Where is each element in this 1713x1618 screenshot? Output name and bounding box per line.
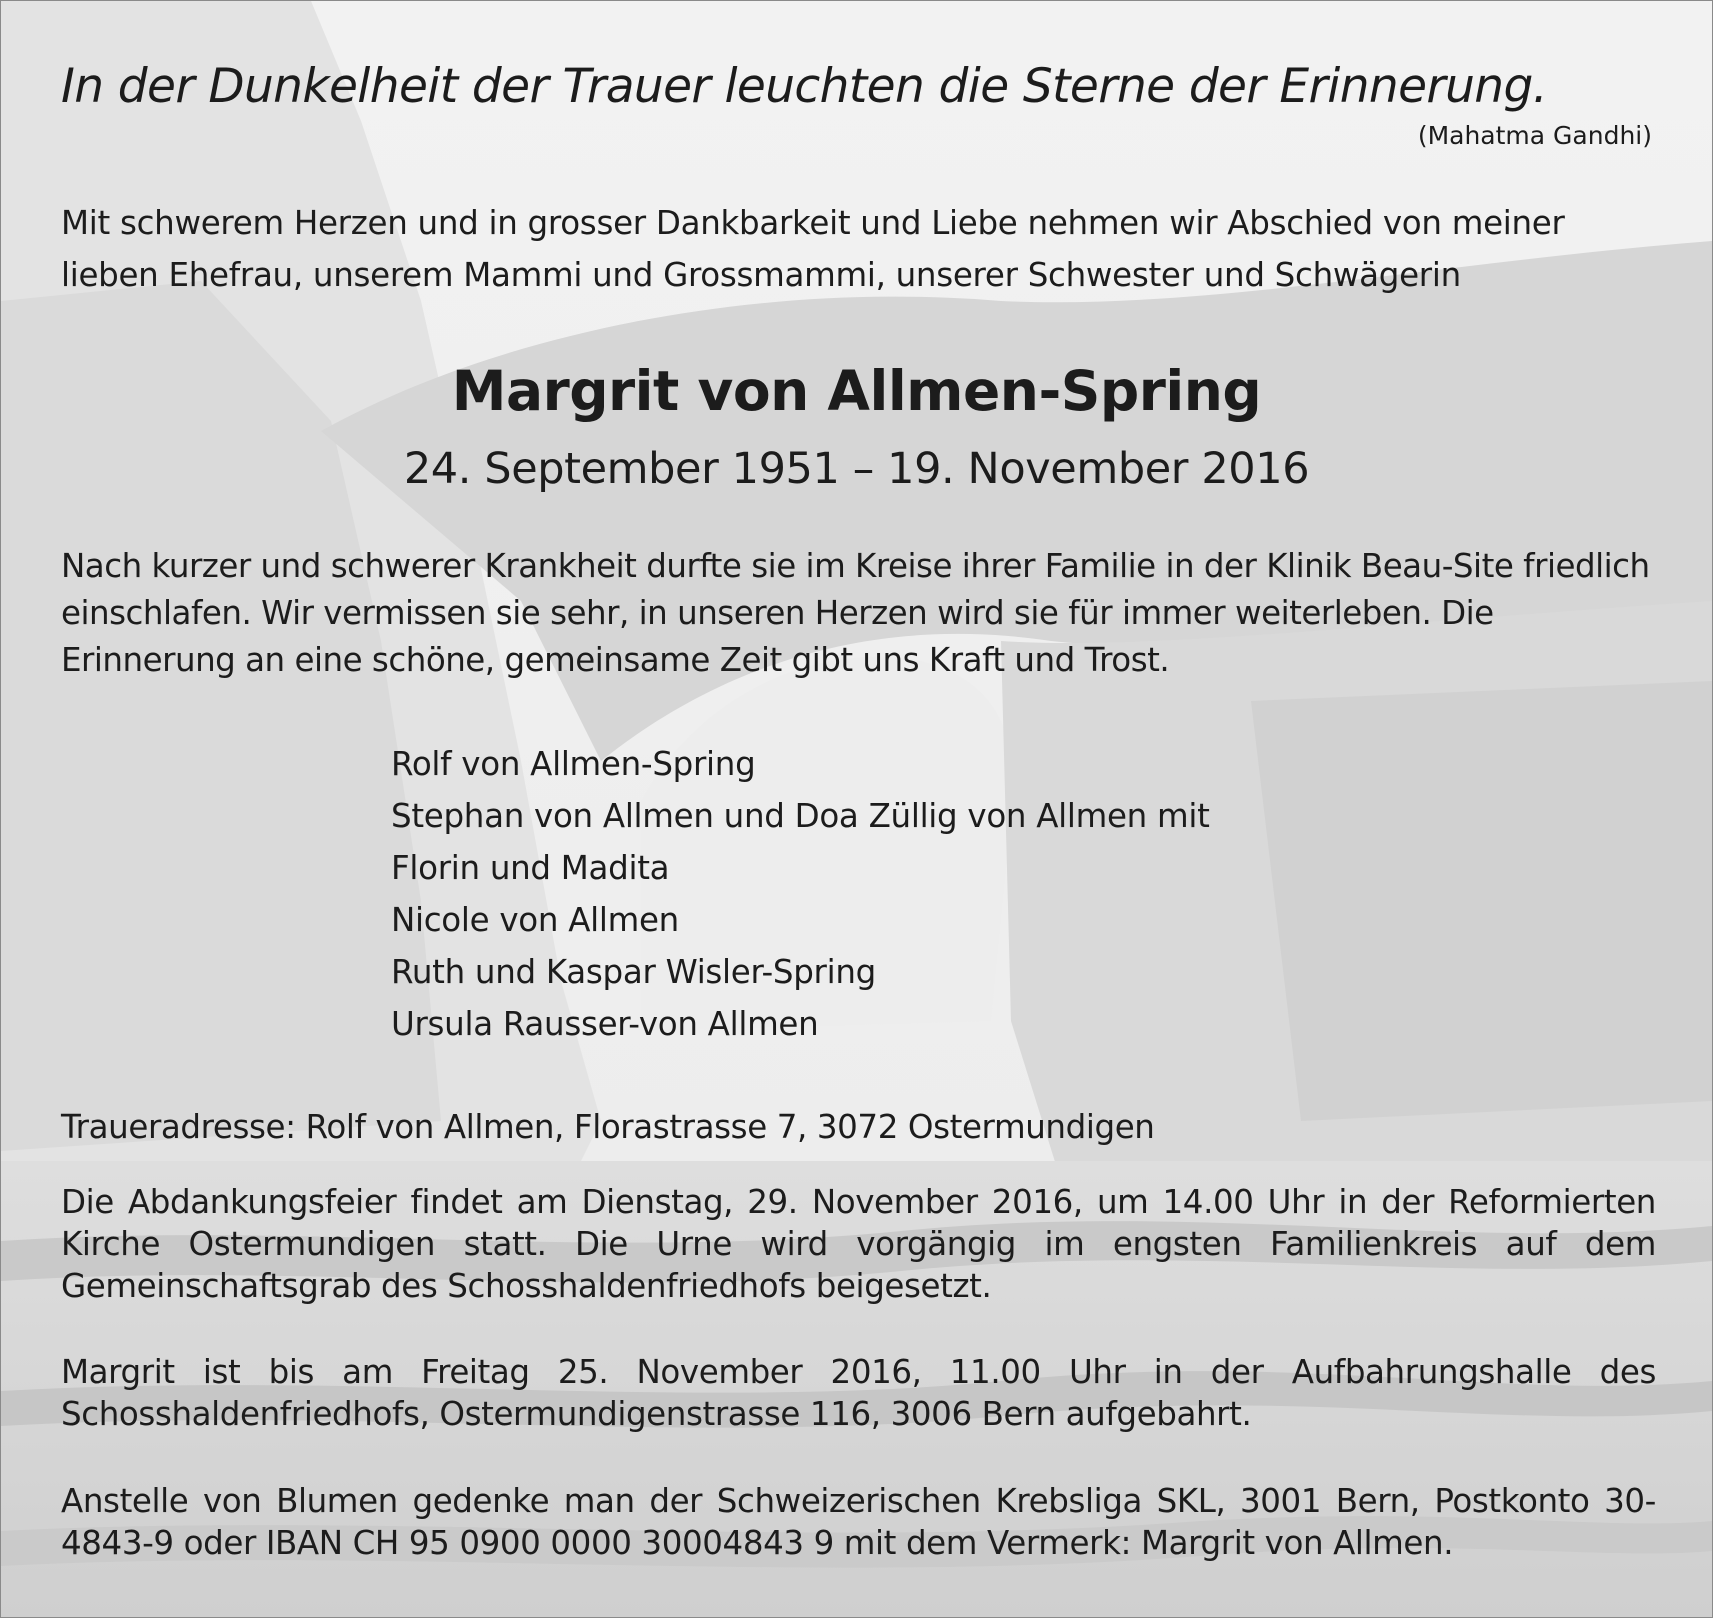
farewell-message: Nach kurzer und schwerer Krankheit durfte sie im Kreise ihrer Familie in der Klinik Beau-Site friedlich einschlafen. Wir vermissen sie sehr, in unseren Herzen wird sie für immer weiterleben. Die Erinnerung an eine schöne, gemeinsame Zeit gibt uns Kraft und Trost.: [61, 547, 1650, 679]
intro-paragraph: Mit schwerem Herzen und in grosser Dankbarkeit und Liebe nehmen wir Abschied von meiner lieben Ehefrau, unserem Mammi und Grossmammi, unserer Schwester und Schwägerin: [61, 204, 1565, 294]
obituary-content: [1, 1, 1712, 1617]
mourner-item: Rolf von Allmen-Spring: [391, 745, 756, 783]
mourner-item: Stephan von Allmen und Doa Züllig von Allmen mit: [391, 797, 1210, 835]
mourner-item: Nicole von Allmen: [391, 901, 679, 939]
deceased-name: Margrit von Allmen-Spring: [451, 359, 1262, 423]
mourners-list: [391, 738, 1210, 1050]
mourner-item: Florin und Madita: [391, 849, 670, 887]
ceremony-notice: Die Abdankungsfeier findet am Dienstag, 29. November 2016, um 14.00 Uhr in der Reformierten Kirche Ostermundigen statt. Die Urne wird vorgängig im engsten Familienkreis auf dem Gemeinschaftsgrab des Schosshaldenfriedhofs beigesetzt.: [61, 1183, 1656, 1305]
mourner-item: Ruth und Kaspar Wisler-Spring: [391, 953, 876, 991]
life-dates: 24. September 1951 – 19. November 2016: [403, 444, 1310, 494]
donation-notice: Anstelle von Blumen gedenke man der Schweizerischen Krebsliga SKL, 3001 Bern, Postkonto 30-4843-9 oder IBAN CH 95 0900 0000 30004843 9 mit dem Vermerk: Margrit von Allmen.: [61, 1482, 1656, 1562]
viewing-notice: Margrit ist bis am Freitag 25. November 2016, 11.00 Uhr in der Aufbahrungshalle des Schosshaldenfriedhofs, Ostermundigenstrasse 116, 3006 Bern aufgebahrt.: [61, 1353, 1656, 1433]
mourning-address: Traueradresse: Rolf von Allmen, Florastrasse 7, 3072 Ostermundigen: [61, 1108, 1155, 1146]
quote-text: In der Dunkelheit der Trauer leuchten die Sterne der Erinnerung.: [61, 59, 1548, 114]
mourner-item: Ursula Rausser-von Allmen: [391, 1005, 819, 1043]
quote-author: (Mahatma Gandhi): [1417, 121, 1652, 150]
